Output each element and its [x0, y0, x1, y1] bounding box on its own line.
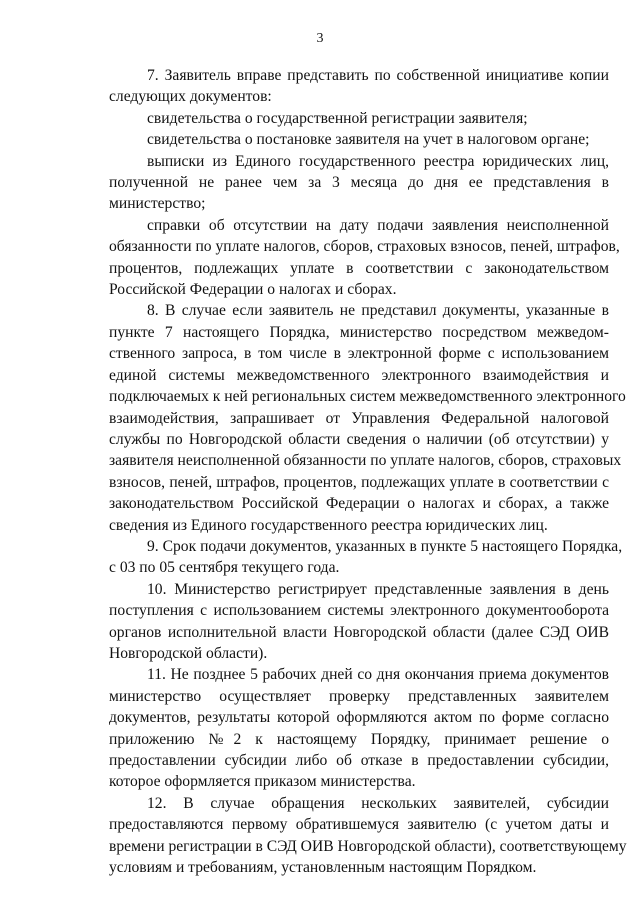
text-line: свидетельства о постановке заявителя на учет в налоговом органе; [147, 131, 590, 149]
text-line: обязанности по уплате налогов, сборов, страховых взносов, пеней, штрафов, [109, 238, 620, 256]
paragraph [109, 215, 620, 301]
text-line: министерство осуществляет проверку представленных заявителем [109, 687, 609, 705]
page-number: 3 [316, 31, 324, 46]
paragraph [109, 108, 609, 129]
text-line: органов исполнительной власти Новгородской области (далее СЭД ОИВ [109, 623, 609, 641]
paragraph [109, 793, 627, 879]
text-line: предоставлении субсидии либо об отказе в предоставлении субсидии, [109, 752, 609, 769]
text-line: министерство; [109, 195, 206, 213]
text-line: которое оформляется приказом министерства. [109, 773, 416, 791]
text-line: 8. В случае если заявитель не представил документы, указанные в [147, 302, 609, 320]
text-line: Российской Федерации о налогах и сборах. [109, 281, 397, 299]
text-line: взаимодействия, запрашивает от Управления Федеральной налоговой [109, 409, 609, 427]
text-line: единой системы межведомственного электронного взаимодействия и [109, 366, 609, 384]
text-line: Новгородской области). [109, 644, 268, 662]
text-line: ственного запроса, в том числе в электронной форме с использованием [109, 345, 609, 363]
paragraph [109, 151, 609, 215]
text-line: пункте 7 настоящего Порядка, министерство посредством межведом- [109, 323, 609, 341]
text-line: свидетельства о государственной регистрации заявителя; [147, 109, 528, 127]
text-line: поступления с использованием системы электронного документооборота [109, 602, 609, 620]
text-line: заявителя неисполненной обязанности по уплате налогов, сборов, страховых [109, 452, 622, 470]
text-line: времени регистрации в СЭД ОИВ Новгородской области), соответствующему [109, 837, 627, 855]
text-line: 7. Заявитель вправе представить по собственной инициативе копии [147, 67, 609, 84]
text-line: подключаемых к ней региональных систем межведомственного электронного [109, 388, 626, 406]
text-line: процентов, подлежащих уплате в соответствии с законодательством [109, 259, 609, 277]
text-line: 11. Не позднее 5 рабочих дней со дня окончания приема документов [147, 666, 609, 684]
paragraph [109, 300, 626, 535]
paragraph [109, 536, 623, 579]
text-line: сведения из Единого государственного реестра юридических лиц. [109, 516, 548, 534]
text-line: справки об отсутствии на дату подачи заявления неисполненной [147, 216, 609, 234]
text-line: взносов, пеней, штрафов, процентов, подлежащих уплате в соответствии с [109, 473, 609, 491]
text-line: 9. Срок подачи документов, указанных в пункте 5 настоящего Порядка, [147, 537, 623, 555]
text-line: полученной не ранее чем за 3 месяца до дня ее представления в [109, 174, 609, 192]
paragraph [109, 129, 609, 150]
paragraph [109, 65, 609, 108]
text-line: предоставляются первому обратившемуся заявителю (с учетом даты и [109, 816, 609, 834]
text-line: службы по Новгородской области сведения о наличии (об отсутствии) у [109, 430, 609, 448]
text-line: условиям и требованиям, установленным настоящим Порядком. [109, 859, 537, 877]
text-line: с 03 по 05 сентября текущего года. [109, 559, 340, 577]
text-line: законодательством Российской Федерации о налогах и сборах, а также [109, 495, 609, 513]
text-line: 10. Министерство регистрирует представленные заявления в день [147, 580, 609, 598]
text-line: 12. В случае обращения нескольких заявителей, субсидии [147, 794, 609, 812]
text-line: документов, результаты которой оформляются актом по форме согласно [109, 709, 609, 727]
document-body [109, 65, 627, 878]
text-line: выписки из Единого государственного реестра юридических лиц, [147, 152, 609, 170]
text-line: следующих документов: [109, 88, 272, 106]
paragraph [109, 664, 609, 792]
text-line: приложению №2 к настоящему Порядку, принимает решение о [109, 730, 609, 748]
paragraph [109, 579, 609, 665]
